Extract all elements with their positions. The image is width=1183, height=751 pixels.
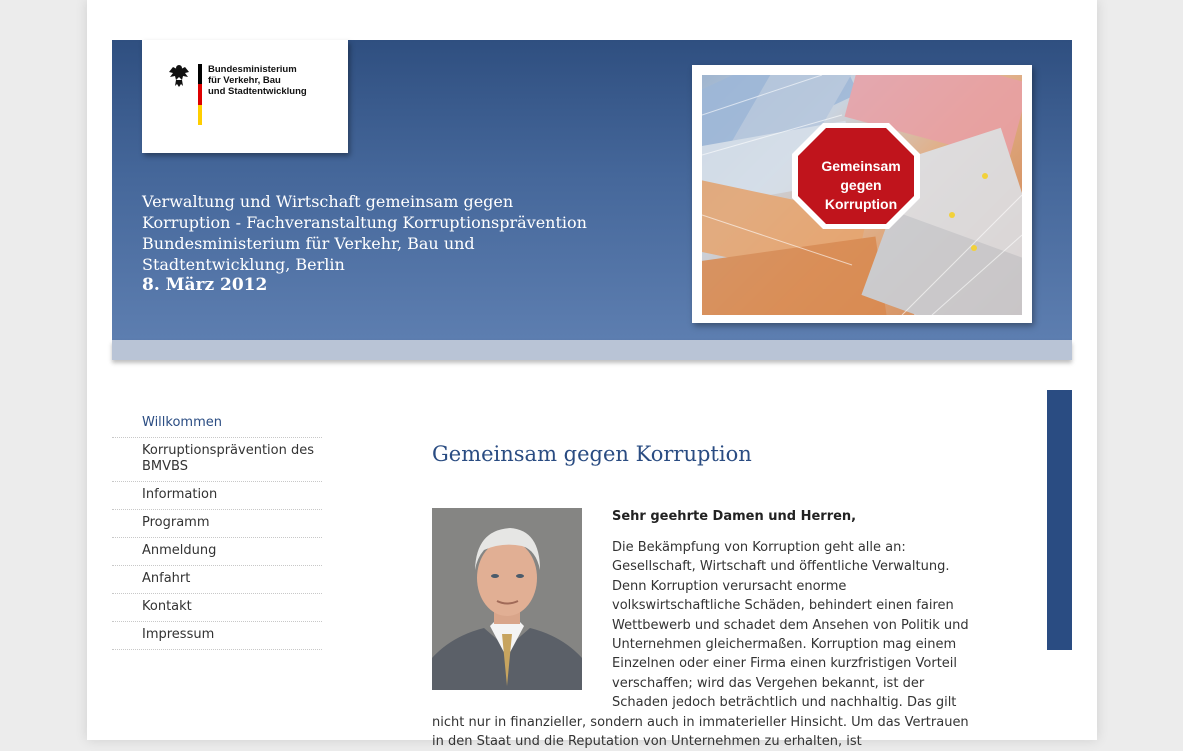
event-title-line: Bundesministerium für Verkehr, Bau und [142,234,475,253]
nav-item-anmeldung[interactable]: Anmeldung [112,538,322,566]
stop-sign-line: gegen [840,177,882,193]
event-date: 8. März 2012 [142,275,268,295]
page-title: Gemeinsam gegen Korruption [432,442,752,466]
nav-item-korruptionspraevention[interactable]: Korruptionsprävention des BMVBS [112,438,322,482]
event-title-line: Stadtentwicklung, Berlin [142,255,345,274]
nav-item-impressum[interactable]: Impressum [112,622,322,650]
body-text-block [432,538,972,751]
stop-sign-line: Gemeinsam [821,158,901,174]
ministry-name-line: Bundesministerium [208,64,297,75]
ministry-logo[interactable] [142,40,348,153]
euro-banknotes-image [702,75,1022,315]
body-text: Die Bekämpfung von Korruption geht alle an: Gesellschaft, Wirtschaft und öffentliche Verwaltung. Denn Korruption verursacht enorme volkswirtschaftliche Schäden, behindert einen fairen Wettbewerb und schadet dem Ansehen von Politik und Unternehmen gleichermaßen. Korruption mag einem Einzelnen oder einer Firma einen kurzfristigen Vorteil verschaffen; wird das Vergehen bekannt, ist der Schaden jedoch beträchtlich und nachhaltig. Das gilt nicht nur in finanzieller, sondern auch in immaterieller Hinsicht. Um das Vertrauen in den Staat und die Reputation von Unternehmen zu erhalten, ist [432,540,969,750]
stop-sign-line: Korruption [824,196,898,212]
right-accent-bar [1047,390,1072,650]
event-title-line: Korruption - Fachveranstaltung Korruptionsprävention [142,213,587,232]
nav-item-anfahrt[interactable]: Anfahrt [112,566,322,594]
header-strip [112,340,1072,360]
hero-image-frame [692,65,1032,323]
salutation: Sehr geehrte Damen und Herren, [612,509,857,524]
stop-sign-text [808,157,914,214]
german-flag-bar [198,64,202,125]
sidebar-nav [112,410,322,650]
ministry-name [208,64,343,97]
federal-eagle-icon [168,64,190,88]
ministry-name-line: für Verkehr, Bau [208,75,281,86]
portrait-spacer [432,538,612,704]
nav-item-information[interactable]: Information [112,482,322,510]
page [87,0,1097,750]
nav-item-programm[interactable]: Programm [112,510,322,538]
header-banner [112,40,1072,340]
main-content [432,438,972,750]
nav-item-kontakt[interactable]: Kontakt [112,594,322,622]
event-info [142,191,612,296]
nav-item-willkommen[interactable]: Willkommen [112,410,322,438]
ministry-name-line: und Stadtentwicklung [208,86,307,97]
event-title-line: Verwaltung und Wirtschaft gemeinsam gegen [142,192,514,211]
